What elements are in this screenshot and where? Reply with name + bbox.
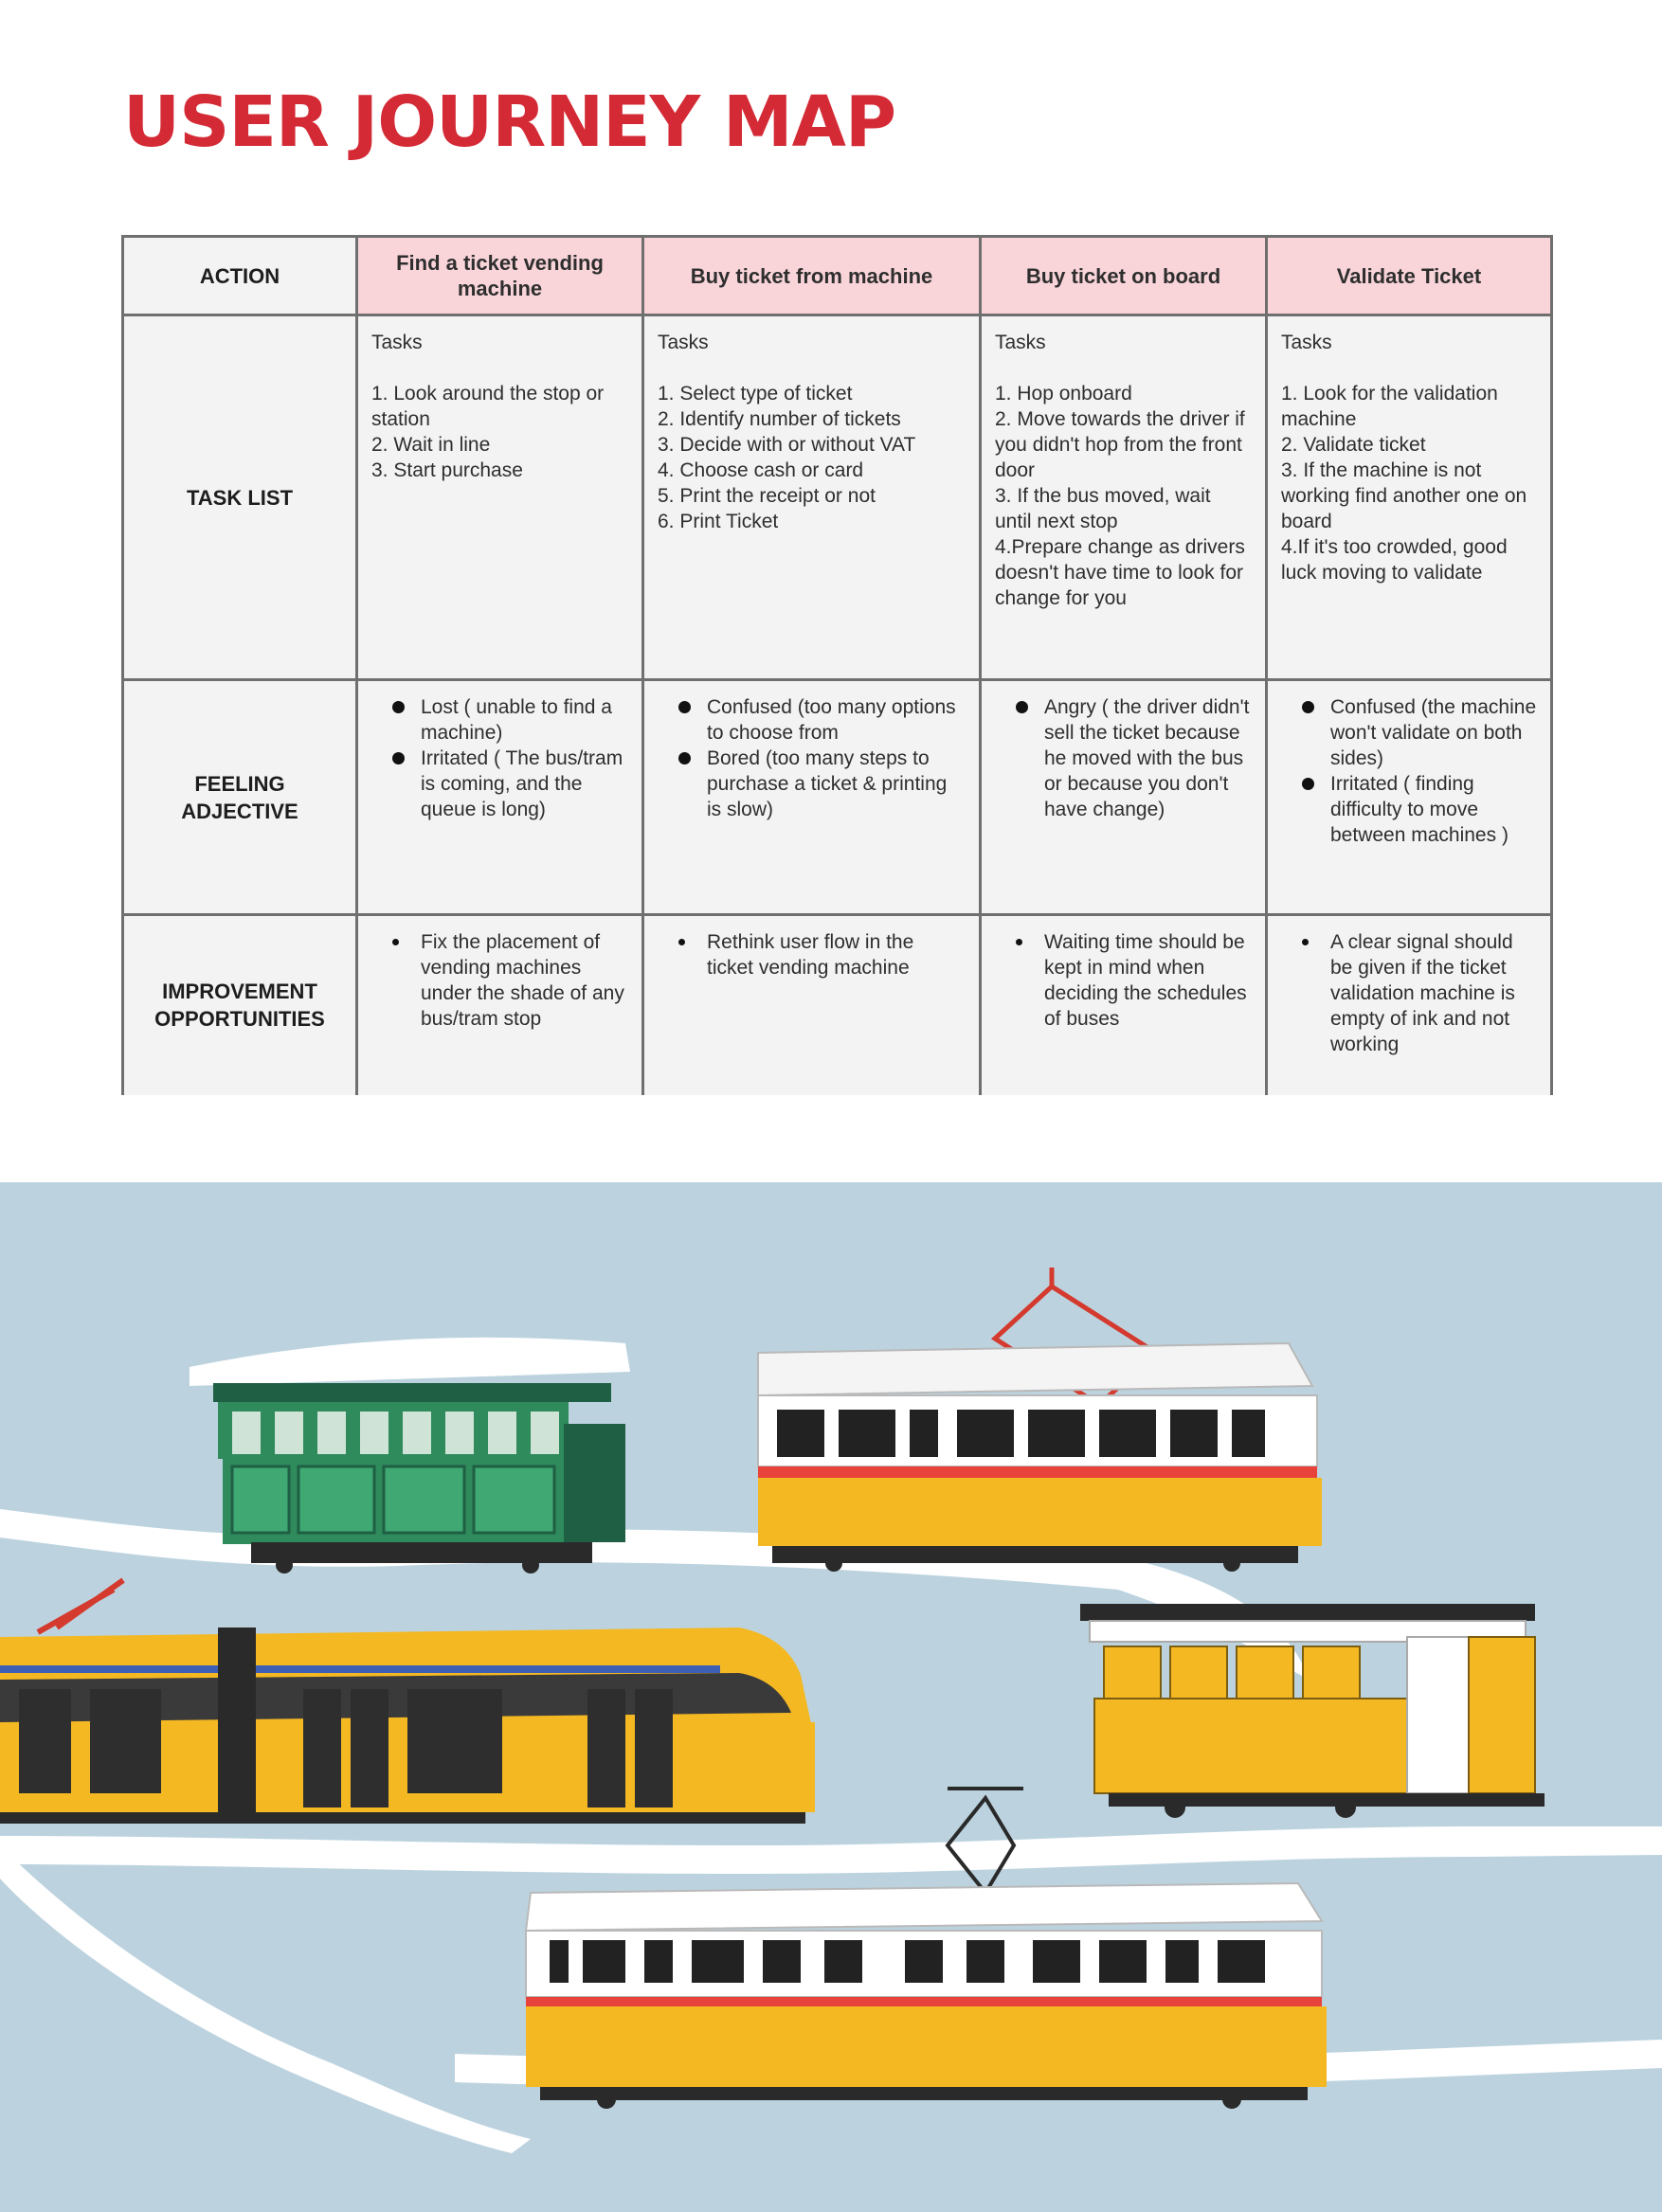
task-item: 4.Prepare change as drivers doesn't have time to look for change for you bbox=[995, 536, 1245, 609]
column-header-text: Find a ticket vending machine bbox=[396, 251, 604, 300]
improvement-list bbox=[995, 929, 1252, 1032]
task-list bbox=[371, 381, 628, 483]
improvement-label bbox=[123, 915, 357, 1095]
task-cell bbox=[357, 315, 643, 680]
feeling-list bbox=[658, 694, 966, 822]
feeling-item: Irritated ( finding difficulty to move between machines ) bbox=[1330, 771, 1537, 848]
improvement-label-line: IMPROVEMENT bbox=[162, 980, 317, 1004]
task-list bbox=[995, 381, 1252, 611]
improvement-cell bbox=[981, 915, 1267, 1095]
task-item: 2. Identify number of tickets bbox=[658, 408, 901, 430]
task-item: 1. Look for the validation machine bbox=[1281, 383, 1498, 430]
tram-illustration bbox=[0, 1182, 1662, 2212]
feeling-item: Irritated ( The bus/tram is coming, and the queue is long) bbox=[421, 746, 628, 822]
feeling-label bbox=[123, 680, 357, 915]
tasks-heading: Tasks bbox=[995, 332, 1046, 353]
improvement-cell bbox=[357, 915, 643, 1095]
feeling-item: Lost ( unable to find a machine) bbox=[421, 694, 628, 746]
task-item: 1. Select type of ticket bbox=[658, 383, 853, 405]
task-list-label: TASK LIST bbox=[123, 315, 357, 680]
feeling-label-line: FEELING bbox=[194, 771, 285, 796]
feeling-row bbox=[123, 680, 1552, 915]
improvement-cell bbox=[1267, 915, 1552, 1095]
column-header bbox=[1267, 237, 1552, 315]
column-header-text: Validate Ticket bbox=[1336, 263, 1482, 288]
task-item: 2. Validate ticket bbox=[1281, 434, 1426, 456]
action-row bbox=[123, 237, 1552, 315]
feeling-item: Confused (the machine won't validate on both sides) bbox=[1330, 696, 1537, 769]
column-header bbox=[357, 237, 643, 315]
heritage-green-tram-icon bbox=[190, 1338, 630, 1574]
feeling-label-line: ADJECTIVE bbox=[181, 799, 298, 823]
improvement-row bbox=[123, 915, 1552, 1095]
feeling-item: Bored (too many steps to purchase a ticket & printing is slow) bbox=[707, 746, 966, 822]
feeling-cell bbox=[1267, 680, 1552, 915]
tasks-heading: Tasks bbox=[658, 332, 709, 353]
task-item: 3. If the bus moved, wait until next stop bbox=[995, 485, 1211, 532]
task-item: 3. Decide with or without VAT bbox=[658, 434, 916, 456]
task-item: 1. Look around the stop or station bbox=[371, 383, 605, 430]
task-list bbox=[1281, 381, 1537, 585]
task-item: 1. Hop onboard bbox=[995, 383, 1132, 405]
improvement-list bbox=[658, 929, 966, 980]
task-cell bbox=[1267, 315, 1552, 680]
feeling-cell bbox=[643, 680, 981, 915]
improvement-list bbox=[1281, 929, 1537, 1057]
task-cell bbox=[643, 315, 981, 680]
improvement-item: Rethink user flow in the ticket vending machine bbox=[707, 929, 966, 980]
column-header bbox=[981, 237, 1267, 315]
page-title: USER JOURNEY MAP bbox=[123, 81, 896, 163]
feeling-cell bbox=[981, 680, 1267, 915]
improvement-cell bbox=[643, 915, 981, 1095]
task-item: 6. Print Ticket bbox=[658, 511, 779, 532]
feeling-item: Confused (too many options to choose from bbox=[707, 694, 966, 746]
task-item: 4. Choose cash or card bbox=[658, 459, 864, 481]
task-item: 5. Print the receipt or not bbox=[658, 485, 876, 507]
improvement-item: Waiting time should be kept in mind when deciding the schedules of buses bbox=[1044, 929, 1252, 1032]
task-list bbox=[658, 381, 966, 534]
tasks-heading: Tasks bbox=[1281, 332, 1332, 353]
task-item: 4.If it's too crowded, good luck moving to validate bbox=[1281, 536, 1508, 584]
task-item: 2. Move towards the driver if you didn't hop from the front door bbox=[995, 408, 1245, 481]
task-item: 2. Wait in line bbox=[371, 434, 491, 456]
open-yellow-tram-icon bbox=[1080, 1604, 1545, 1818]
task-list-row bbox=[123, 315, 1552, 680]
improvement-item: A clear signal should be given if the ticket validation machine is empty of ink and not working bbox=[1330, 929, 1537, 1057]
feeling-list bbox=[995, 694, 1252, 822]
column-header-text: Buy ticket on board bbox=[1025, 263, 1221, 288]
column-header bbox=[643, 237, 981, 315]
feeling-item: Angry ( the driver didn't sell the ticket because he moved with the bus or because you don't have change) bbox=[1044, 694, 1252, 822]
feeling-list bbox=[1281, 694, 1537, 848]
tasks-heading: Tasks bbox=[371, 332, 423, 353]
journey-map-table bbox=[121, 235, 1553, 1095]
task-item: 3. If the machine is not working find another one on board bbox=[1281, 459, 1527, 532]
feeling-list bbox=[371, 694, 628, 822]
feeling-cell bbox=[357, 680, 643, 915]
improvement-item: Fix the placement of vending machines under the shade of any bus/tram stop bbox=[421, 929, 628, 1032]
column-header-text: Buy ticket from machine bbox=[690, 263, 933, 288]
improvement-label-line: OPPORTUNITIES bbox=[154, 1007, 325, 1032]
task-item: 3. Start purchase bbox=[371, 459, 523, 481]
improvement-list bbox=[371, 929, 628, 1032]
action-label: ACTION bbox=[123, 237, 357, 315]
task-cell bbox=[981, 315, 1267, 680]
